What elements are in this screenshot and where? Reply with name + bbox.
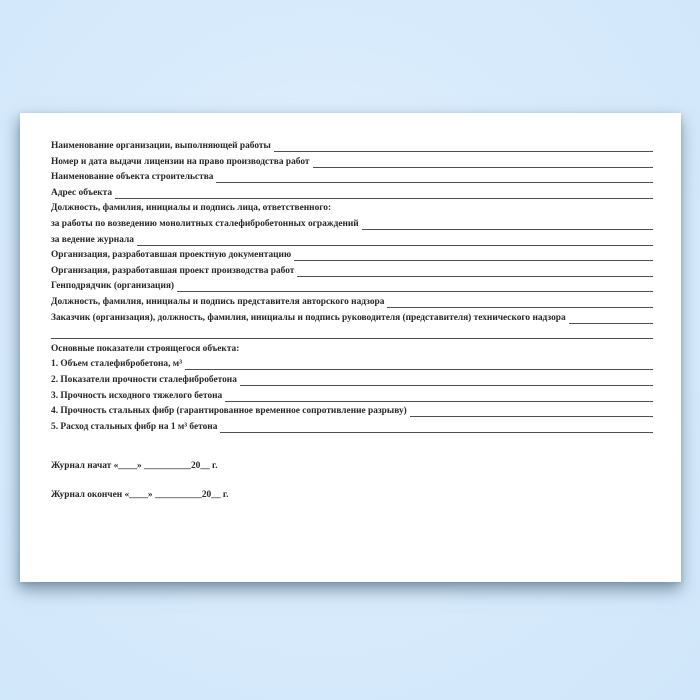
form-line-responsible-person-heading: [51, 201, 653, 217]
form-line-steel-fiber-consumption: [51, 420, 653, 436]
form-line-steel-fiber-strength: [51, 404, 653, 420]
form-label: 3. Прочность исходного тяжелого бетона: [51, 390, 223, 401]
blank-underline: [51, 326, 653, 339]
form-label: Организация, разработавшая проектную документацию: [51, 250, 292, 261]
form-label: Журнал окончен «____» __________20__ г.: [51, 489, 229, 500]
blank-underline: [294, 248, 653, 261]
form-label: Должность, фамилия, инициалы и подпись лица, ответственного:: [51, 203, 332, 214]
form-line-work-execution-project-org: [51, 264, 653, 280]
form-label: за ведение журнала: [51, 234, 134, 245]
form-label: Наименование объекта строительства: [51, 172, 214, 183]
blank-underline: [115, 186, 653, 199]
form-label: за работы по возведению монолитных сталефибробетонных ограждений: [51, 218, 359, 229]
blank-underline: [410, 404, 653, 417]
form-label: Заказчик (организация), должность, фамилия, инициалы и подпись руководителя (представителя) технического надзора: [51, 312, 566, 323]
blank-underline: [313, 155, 654, 168]
blank-underline: [225, 389, 653, 402]
form-line-executing-organization: [51, 139, 653, 155]
blank-underline: [240, 373, 653, 386]
form-line-journal-started: [51, 459, 653, 475]
blank-underline: [220, 420, 653, 433]
form-label: 4. Прочность стальных фибр (гарантированное временное сопротивление разрыву): [51, 406, 407, 417]
form-line-customer-technical-supervision: [51, 311, 653, 327]
blank-underline: [137, 233, 653, 246]
form-line-responsible-for-works: [51, 217, 653, 233]
form-label: Должность, фамилия, инициалы и подпись представителя авторского надзора: [51, 296, 385, 307]
blank-underline: [387, 295, 653, 308]
form-line-responsible-for-journal: [51, 233, 653, 249]
blank-underline: [362, 217, 653, 230]
form-line-construction-object-name: [51, 170, 653, 186]
blank-underline: [297, 264, 653, 277]
form-label: Адрес объекта: [51, 187, 113, 198]
form-label: Журнал начат «____» __________20__ г.: [51, 461, 218, 472]
form-line-base-concrete-strength: [51, 389, 653, 405]
form-label: 1. Объем сталефибробетона, м³: [51, 359, 183, 370]
form-line-concrete-volume: [51, 357, 653, 373]
form-line-object-address: [51, 186, 653, 202]
form-line-license-number-date: [51, 155, 653, 171]
form-label: 5. Расход стальных фибр на 1 м³ бетона: [51, 421, 218, 432]
form-label: Наименование организации, выполняющей работы: [51, 141, 271, 151]
form-line-general-contractor: [51, 279, 653, 295]
blank-underline: [185, 357, 653, 370]
form-line-design-documentation-org: [51, 248, 653, 264]
blank-underline: [274, 139, 653, 152]
form-label: 2. Показатели прочности сталефибробетона: [51, 374, 237, 385]
blank-underline: [216, 170, 653, 183]
form-line-continuation-blank: [51, 326, 653, 342]
form-label: Генподрядчик (организация): [51, 281, 175, 292]
form-line-author-supervision-representative: [51, 295, 653, 311]
form-label: Основные показатели строящегося объекта:: [51, 343, 240, 354]
form-label: Номер и дата выдачи лицензии на право производства работ: [51, 156, 310, 167]
document-page: [20, 113, 681, 582]
form-line-concrete-strength-indicators: [51, 373, 653, 389]
blank-underline: [177, 279, 653, 292]
blank-underline: [569, 311, 653, 324]
form-label: Организация, разработавшая проект производства работ: [51, 265, 295, 276]
form-line-journal-finished: [51, 488, 653, 504]
form-line-main-indicators-heading: [51, 342, 653, 358]
